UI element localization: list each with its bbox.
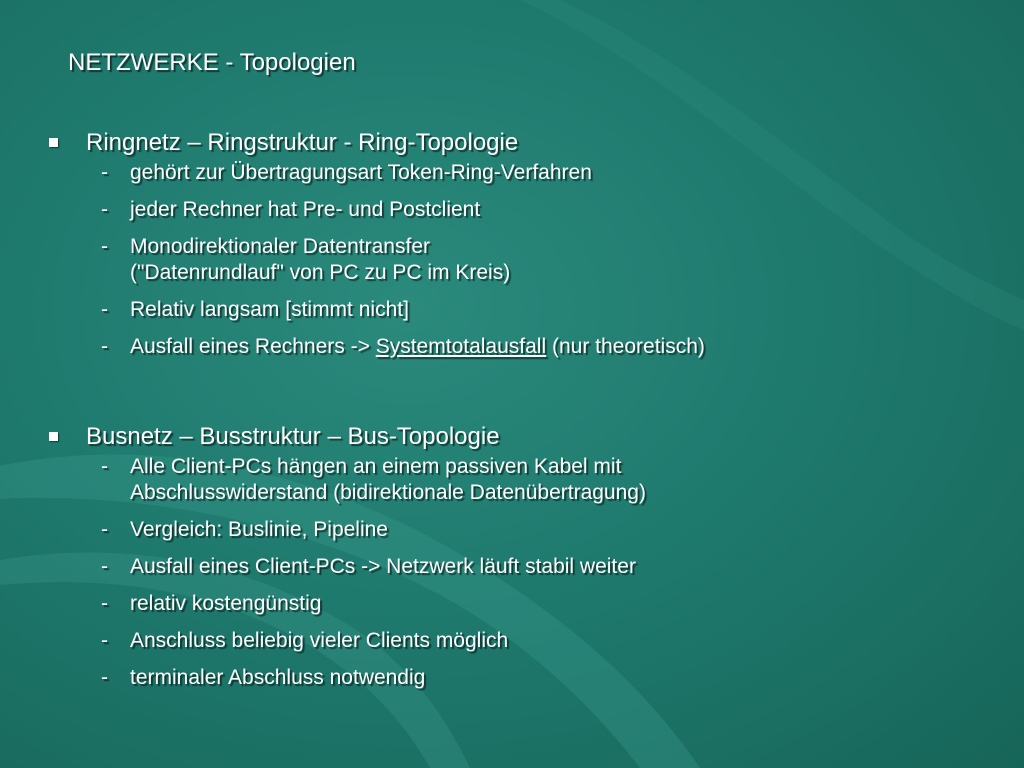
list-item (46, 454, 986, 506)
dash-marker: - (101, 235, 108, 258)
list-item (46, 160, 986, 186)
dash-marker: - (101, 335, 108, 358)
list-item-text: relativ kostengünstig (130, 592, 322, 615)
list-item-text: terminaler Abschluss notwendig (130, 666, 426, 689)
list-item-text: Ausfall eines Client-PCs -> Netzwerk läuft stabil weiter (130, 555, 636, 578)
dash-marker: - (101, 518, 108, 541)
square-bullet-icon (49, 138, 58, 147)
list-item (46, 197, 986, 223)
dash-marker: - (101, 555, 108, 578)
dash-marker: - (101, 666, 108, 689)
dash-marker: - (101, 161, 108, 184)
list-item (46, 554, 986, 580)
ring-heading: Ringnetz – Ringstruktur - Ring-Topologie (86, 129, 519, 156)
slide-title: NETZWERKE - Topologien (68, 49, 356, 76)
list-item-text: jeder Rechner hat Pre- und Postclient (130, 198, 481, 221)
ring-heading-row (46, 124, 986, 160)
systemtotalausfall-link[interactable]: Systemtotalausfall (375, 335, 547, 358)
bus-item-list (46, 454, 986, 691)
section-bus-topology (46, 418, 986, 702)
list-item-text: Anschluss beliebig vieler Clients möglich (130, 629, 509, 652)
list-item-text-continued: ("Datenrundlauf" von PC zu PC im Kreis) (130, 261, 511, 284)
list-item-text: Ausfall eines Rechners -> (130, 335, 376, 358)
list-item (46, 517, 986, 543)
dash-marker: - (101, 592, 108, 615)
list-item (46, 297, 986, 323)
list-item-text: gehört zur Übertragungsart Token-Ring-Verfahren (130, 161, 592, 184)
dash-marker: - (101, 198, 108, 221)
list-item-text-suffix: (nur theoretisch) (546, 335, 705, 358)
list-item (46, 665, 986, 691)
section-ring-topology (46, 124, 986, 371)
list-item-text: Monodirektionaler Datentransfer (130, 235, 430, 258)
list-item (46, 628, 986, 654)
dash-marker: - (101, 629, 108, 652)
dash-marker: - (101, 455, 108, 478)
list-item-text: Relativ langsam [stimmt nicht] (130, 298, 409, 321)
dash-marker: - (101, 298, 108, 321)
list-item (46, 334, 986, 360)
ring-item-list (46, 160, 986, 360)
bus-heading: Busnetz – Busstruktur – Bus-Topologie (86, 423, 500, 450)
list-item-text-continued: Abschlusswiderstand (bidirektionale Datenübertragung) (130, 481, 646, 504)
list-item (46, 234, 986, 286)
bus-heading-row (46, 418, 986, 454)
list-item-text: Alle Client-PCs hängen an einem passiven Kabel mit (130, 455, 622, 478)
square-bullet-icon (49, 432, 58, 441)
list-item-text: Vergleich: Buslinie, Pipeline (130, 518, 388, 541)
list-item (46, 591, 986, 617)
